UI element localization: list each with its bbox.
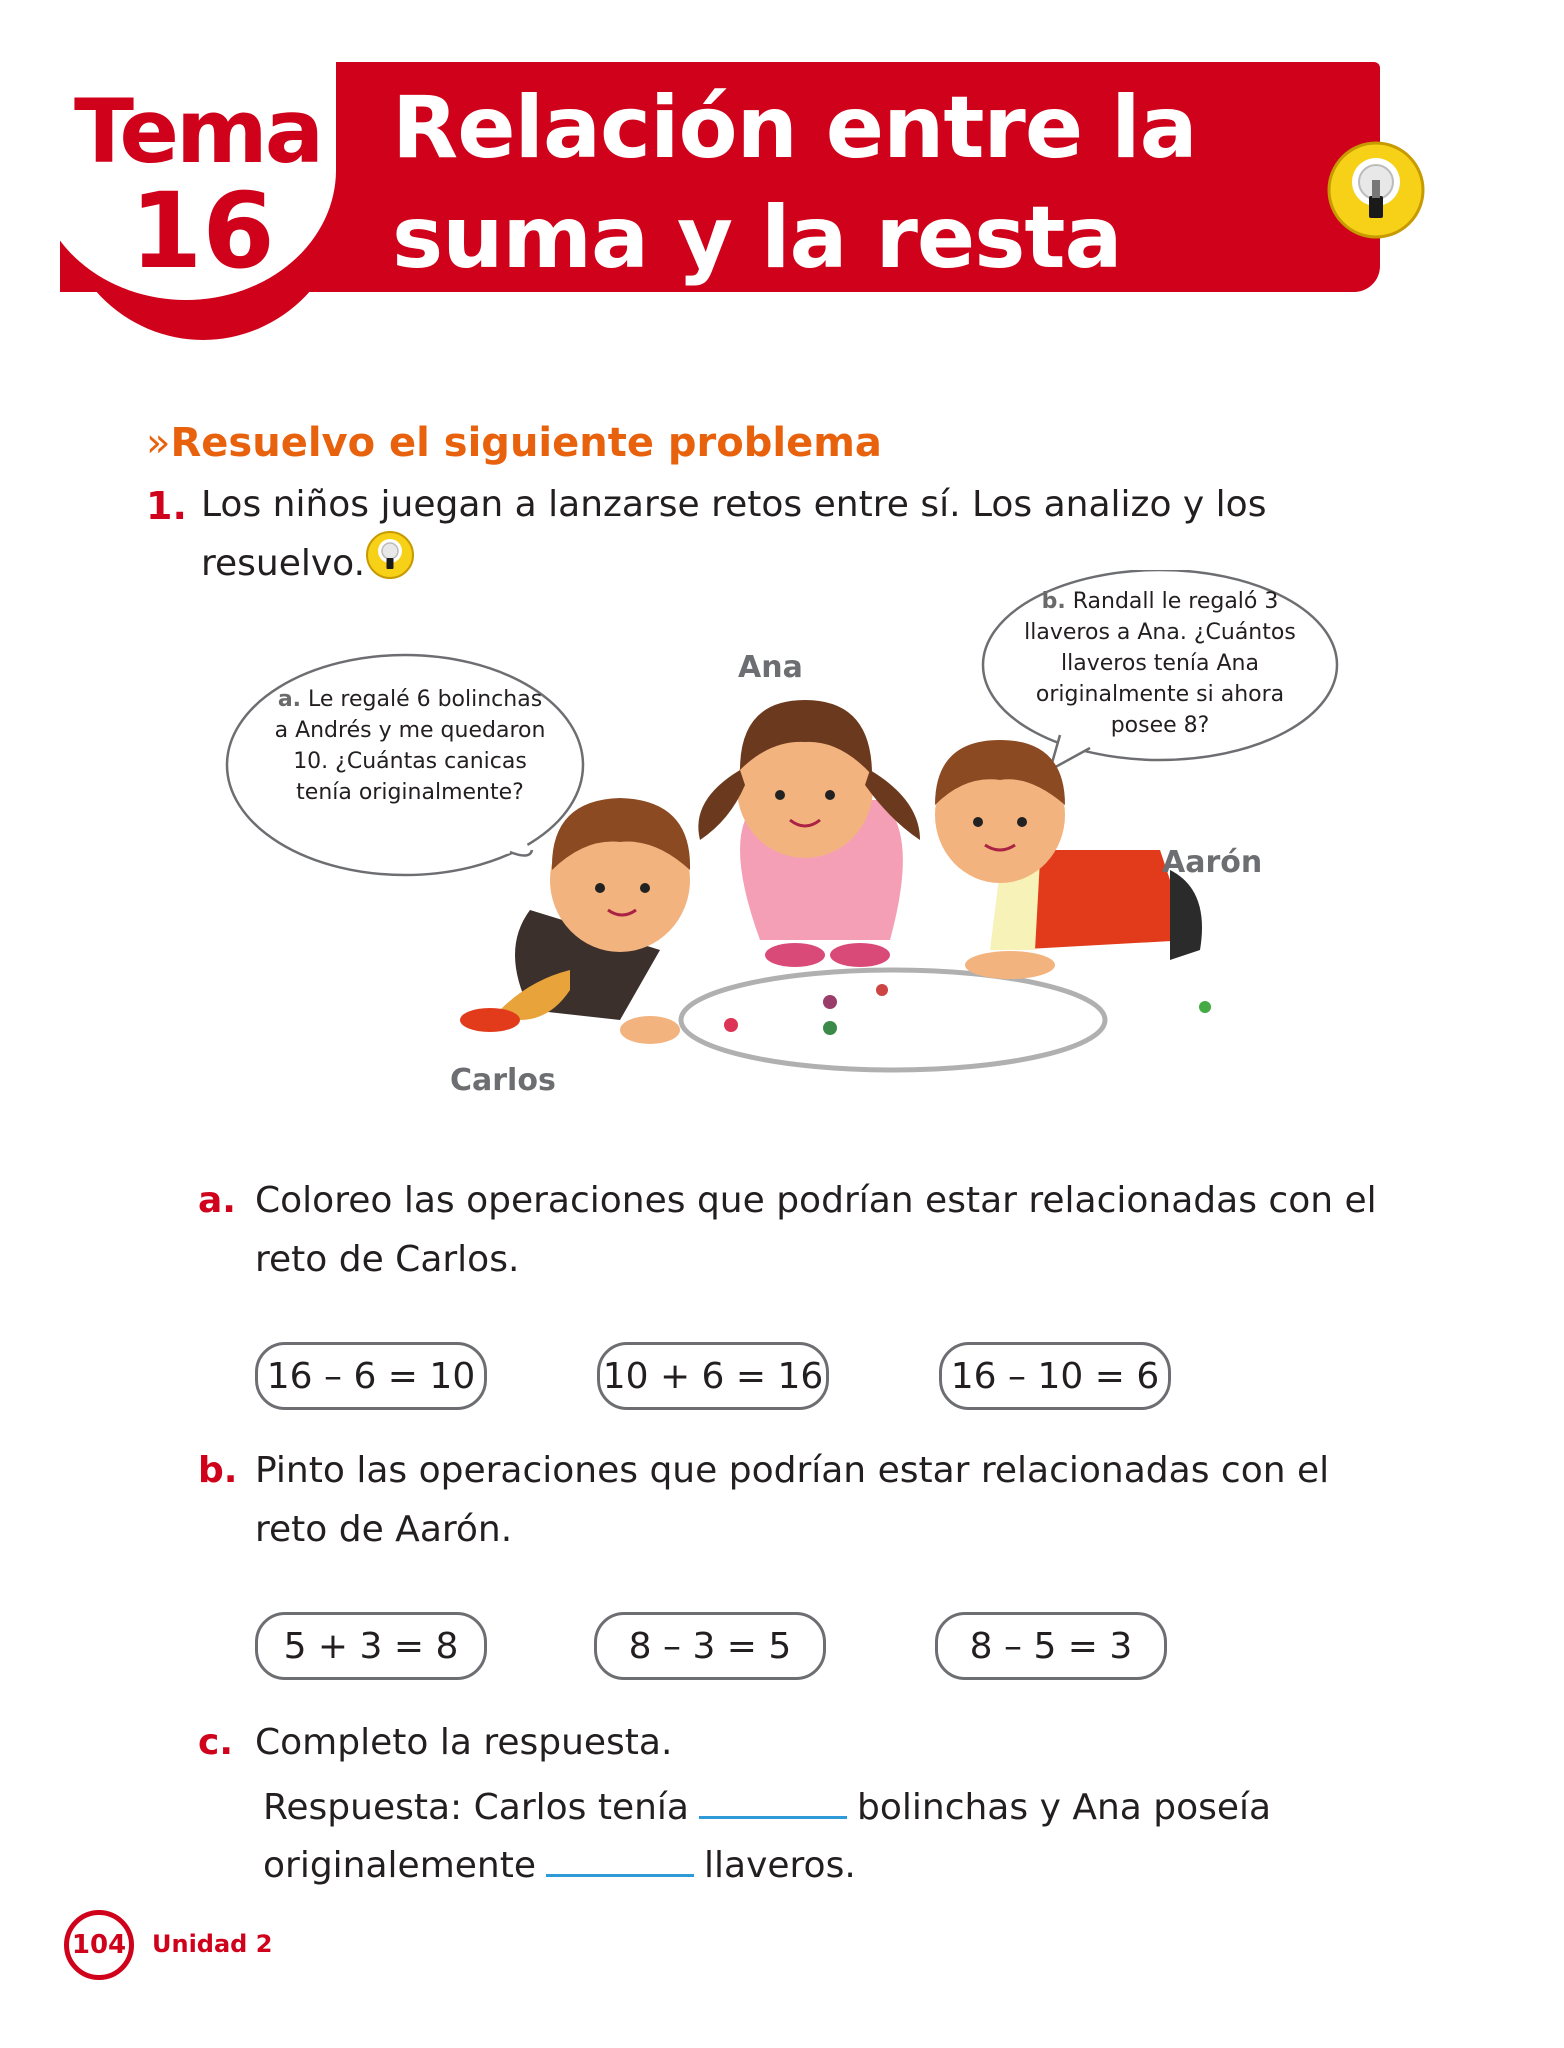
operation-box[interactable]: 10 + 6 = 16 [597, 1342, 829, 1410]
page-number-badge [64, 1910, 134, 1980]
tema-number: 16 [130, 170, 275, 292]
operation-box[interactable]: 8 – 5 = 3 [935, 1612, 1167, 1680]
part-a-letter: a. [198, 1180, 236, 1221]
operation-box[interactable]: 16 – 6 = 10 [255, 1342, 487, 1410]
bubble-a-line: a Andrés y me quedaron [274, 718, 546, 743]
part-a-text-line-1: Coloreo las operaciones que podrían estar relacionadas con el [255, 1180, 1377, 1221]
name-label-carlos: Carlos [450, 1063, 556, 1098]
answer-blank-carlos[interactable] [699, 1814, 847, 1819]
operation-box[interactable]: 8 – 3 = 5 [594, 1612, 826, 1680]
answer-line-2 [263, 1845, 856, 1886]
page-title-line-2: suma y la resta [392, 188, 1122, 288]
part-c-letter: c. [198, 1722, 234, 1763]
page-number: 104 [71, 1930, 127, 1960]
speech-bubble-b-text [1000, 586, 1320, 741]
problem-number: 1. [146, 484, 187, 528]
answer-middle: bolinchas y Ana poseía [857, 1787, 1272, 1828]
part-b-letter: b. [198, 1450, 238, 1491]
speech-bubble-a-text [245, 684, 575, 808]
answer-line-2-start: originalemente [263, 1845, 537, 1886]
bubble-b-line: originalmente si ahora [1035, 682, 1285, 707]
operation-box[interactable]: 16 – 10 = 6 [939, 1342, 1171, 1410]
problem-text-line-1: Los niños juegan a lanzarse retos entre sí. Los analizo y los [201, 484, 1267, 525]
bubble-b-line: Randall le regaló 3 [1072, 589, 1279, 614]
lightbulb-icon [1326, 140, 1426, 240]
problem-text-line-2: resuelvo. [201, 543, 366, 584]
part-a-text-line-2: reto de Carlos. [255, 1239, 520, 1280]
heading-text: Resuelvo el siguiente problema [170, 420, 882, 466]
bubble-a-line: 10. ¿Cuántas canicas [293, 749, 527, 774]
bubble-b-line: llaveros a Ana. ¿Cuántos [1024, 620, 1296, 645]
answer-end: llaveros. [704, 1845, 856, 1886]
bubble-a-letter: a. [277, 687, 302, 712]
answer-blank-ana[interactable] [546, 1872, 694, 1877]
section-heading [146, 420, 882, 466]
bubble-b-line: posee 8? [1110, 713, 1210, 738]
heading-marker: » [146, 420, 171, 466]
ana-figure [698, 700, 920, 967]
part-b-text-line-1: Pinto las operaciones que podrían estar relacionadas con el [255, 1450, 1330, 1491]
bubble-b-line: llaveros tenía Ana [1061, 651, 1259, 676]
name-label-aaron: Aarón [1162, 845, 1263, 880]
part-b-text-line-2: reto de Aarón. [255, 1509, 513, 1550]
bubble-a-line: Le regalé 6 bolinchas [308, 687, 543, 712]
answer-prefix: Respuesta: Carlos tenía [263, 1787, 689, 1828]
operation-box[interactable]: 5 + 3 = 8 [255, 1612, 487, 1680]
unit-label: Unidad 2 [152, 1930, 273, 1958]
tema-label: Tema [74, 80, 322, 183]
bubble-a-line: tenía originalmente? [296, 780, 524, 805]
bubble-b-letter: b. [1041, 589, 1066, 614]
answer-line-1 [263, 1787, 1271, 1828]
part-c-instruction: Completo la respuesta. [255, 1722, 673, 1763]
name-label-ana: Ana [738, 650, 803, 685]
page-title-line-1: Relación entre la [392, 78, 1197, 178]
